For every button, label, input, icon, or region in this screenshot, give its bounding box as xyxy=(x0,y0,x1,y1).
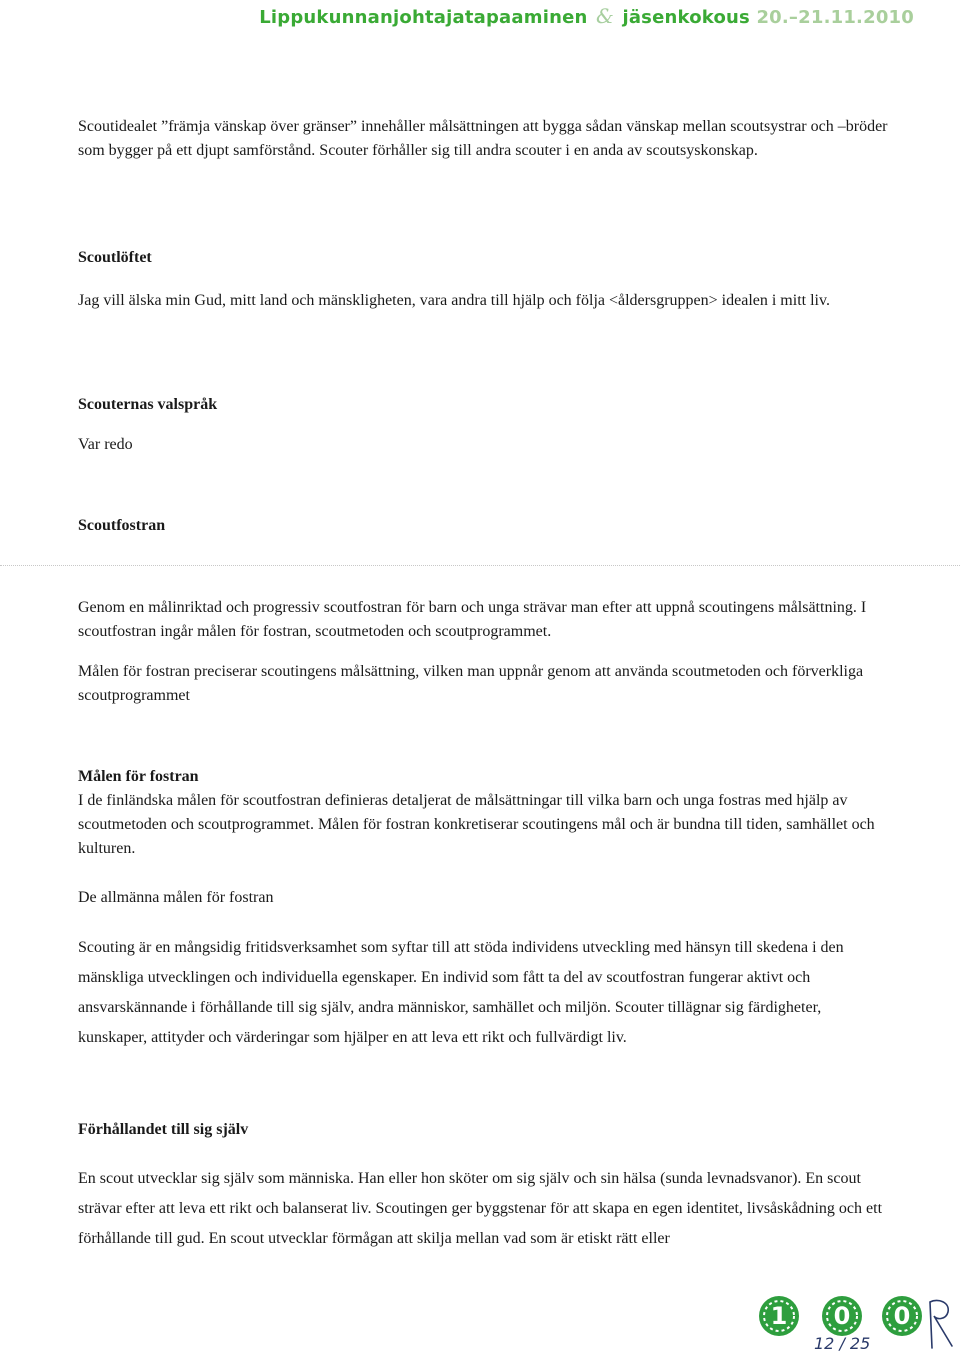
heading-forhallandet-till-sig-sjalv: Förhållandet till sig själv xyxy=(78,1121,249,1138)
paragraph-scoutfostran-1: Genom en målinriktad och progressiv scoutfostran för barn och unga strävar man efter att uppnå scoutingens målsättning. I scoutfostran ingår målen för fostran, scoutmetoden och scoutprogrammet. xyxy=(78,599,867,640)
centenary-logo-digit-3 xyxy=(880,1294,924,1338)
paragraph-scoutfostran-2: Målen för fostran preciserar scoutingens målsättning, vilken man uppnår genom att använda scoutmetoden och förverkliga scoutprogrammet xyxy=(78,663,864,704)
centenary-logo-digit-2 xyxy=(820,1294,864,1338)
handwritten-initials-icon xyxy=(924,1296,956,1352)
centenary-logo-digit-1 xyxy=(757,1294,801,1338)
heading-valsprak: Scouternas valspråk xyxy=(78,396,218,413)
heading-scoutfostran: Scoutfostran xyxy=(78,517,166,534)
heading-allmanna-malen: De allmänna målen för fostran xyxy=(78,889,274,906)
event-subtitle: jäsenkokous xyxy=(622,7,750,28)
ampersand: & xyxy=(595,4,614,28)
paragraph-malen-for-fostran: I de finländska målen för scoutfostran definieras detaljerat de målsättningar till vilka barn och unga fostras med hjälp av scoutmetoden och scoutprogrammet. Målen för fostran konkretiserar scoutingens mål och är bundna till tiden, samhället och kulturen. xyxy=(78,792,875,857)
paragraph-valsprak: Var redo xyxy=(78,436,133,453)
event-header xyxy=(259,4,914,28)
paragraph-scoutideal: Scoutidealet ”främja vänskap över gränser” innehåller målsättningen att bygga sådan vänskap mellan scoutsystrar och –bröder som bygger på ett djupt samförstånd. Scouter förhåller sig till andra scouter i en anda av scoutsyskonskap. xyxy=(78,118,888,159)
logo-digit-label: 0 xyxy=(893,1302,911,1330)
heading-malen-for-fostran: Målen för fostran xyxy=(78,768,199,785)
event-dates: 20.–21.11.2010 xyxy=(756,7,914,28)
handwritten-page-number: 12 / 25 xyxy=(814,1334,871,1353)
logo-digit-label: 0 xyxy=(833,1302,851,1330)
scan-artifact-line xyxy=(0,565,960,568)
logo-digit-label: 1 xyxy=(770,1302,788,1330)
paragraph-forhallandet-till-sig-sjalv: En scout utvecklar sig själv som människa. Han eller hon sköter om sig själv och sin hälsa (sunda levnadsvanor). En scout strävar efter att leva ett rikt och balanserat liv. Scoutingen ger byggstenar för att skapa en egen identitet, livsåskådning och ett förhållande till gud. En scout utvecklar förmågan att skilja mellan vad som är etiskt rätt eller xyxy=(78,1170,883,1247)
paragraph-allmanna-malen: Scouting är en mångsidig fritidsverksamhet som syftar till att stöda individens utveckling med hänsyn till skedena i den mänskliga utvecklingen och individuella egenskaper. En individ som fått ta del av scoutfostran fungerar aktivt och ansvarskännande i förhållande till sig själv, andra människor, samhället och miljön. Scouter tillägnar sig färdigheter, kunskaper, attityder och värderingar som hjälper en att leva ett rikt och fullvärdigt liv. xyxy=(78,939,844,1046)
heading-scoutloftet: Scoutlöftet xyxy=(78,249,152,266)
event-title: Lippukunnanjohtajatapaaminen xyxy=(259,7,588,28)
paragraph-scoutloftet: Jag vill älska min Gud, mitt land och mänskligheten, vara andra till hjälp och följa <åldersgruppen> idealen i mitt liv. xyxy=(78,292,830,309)
